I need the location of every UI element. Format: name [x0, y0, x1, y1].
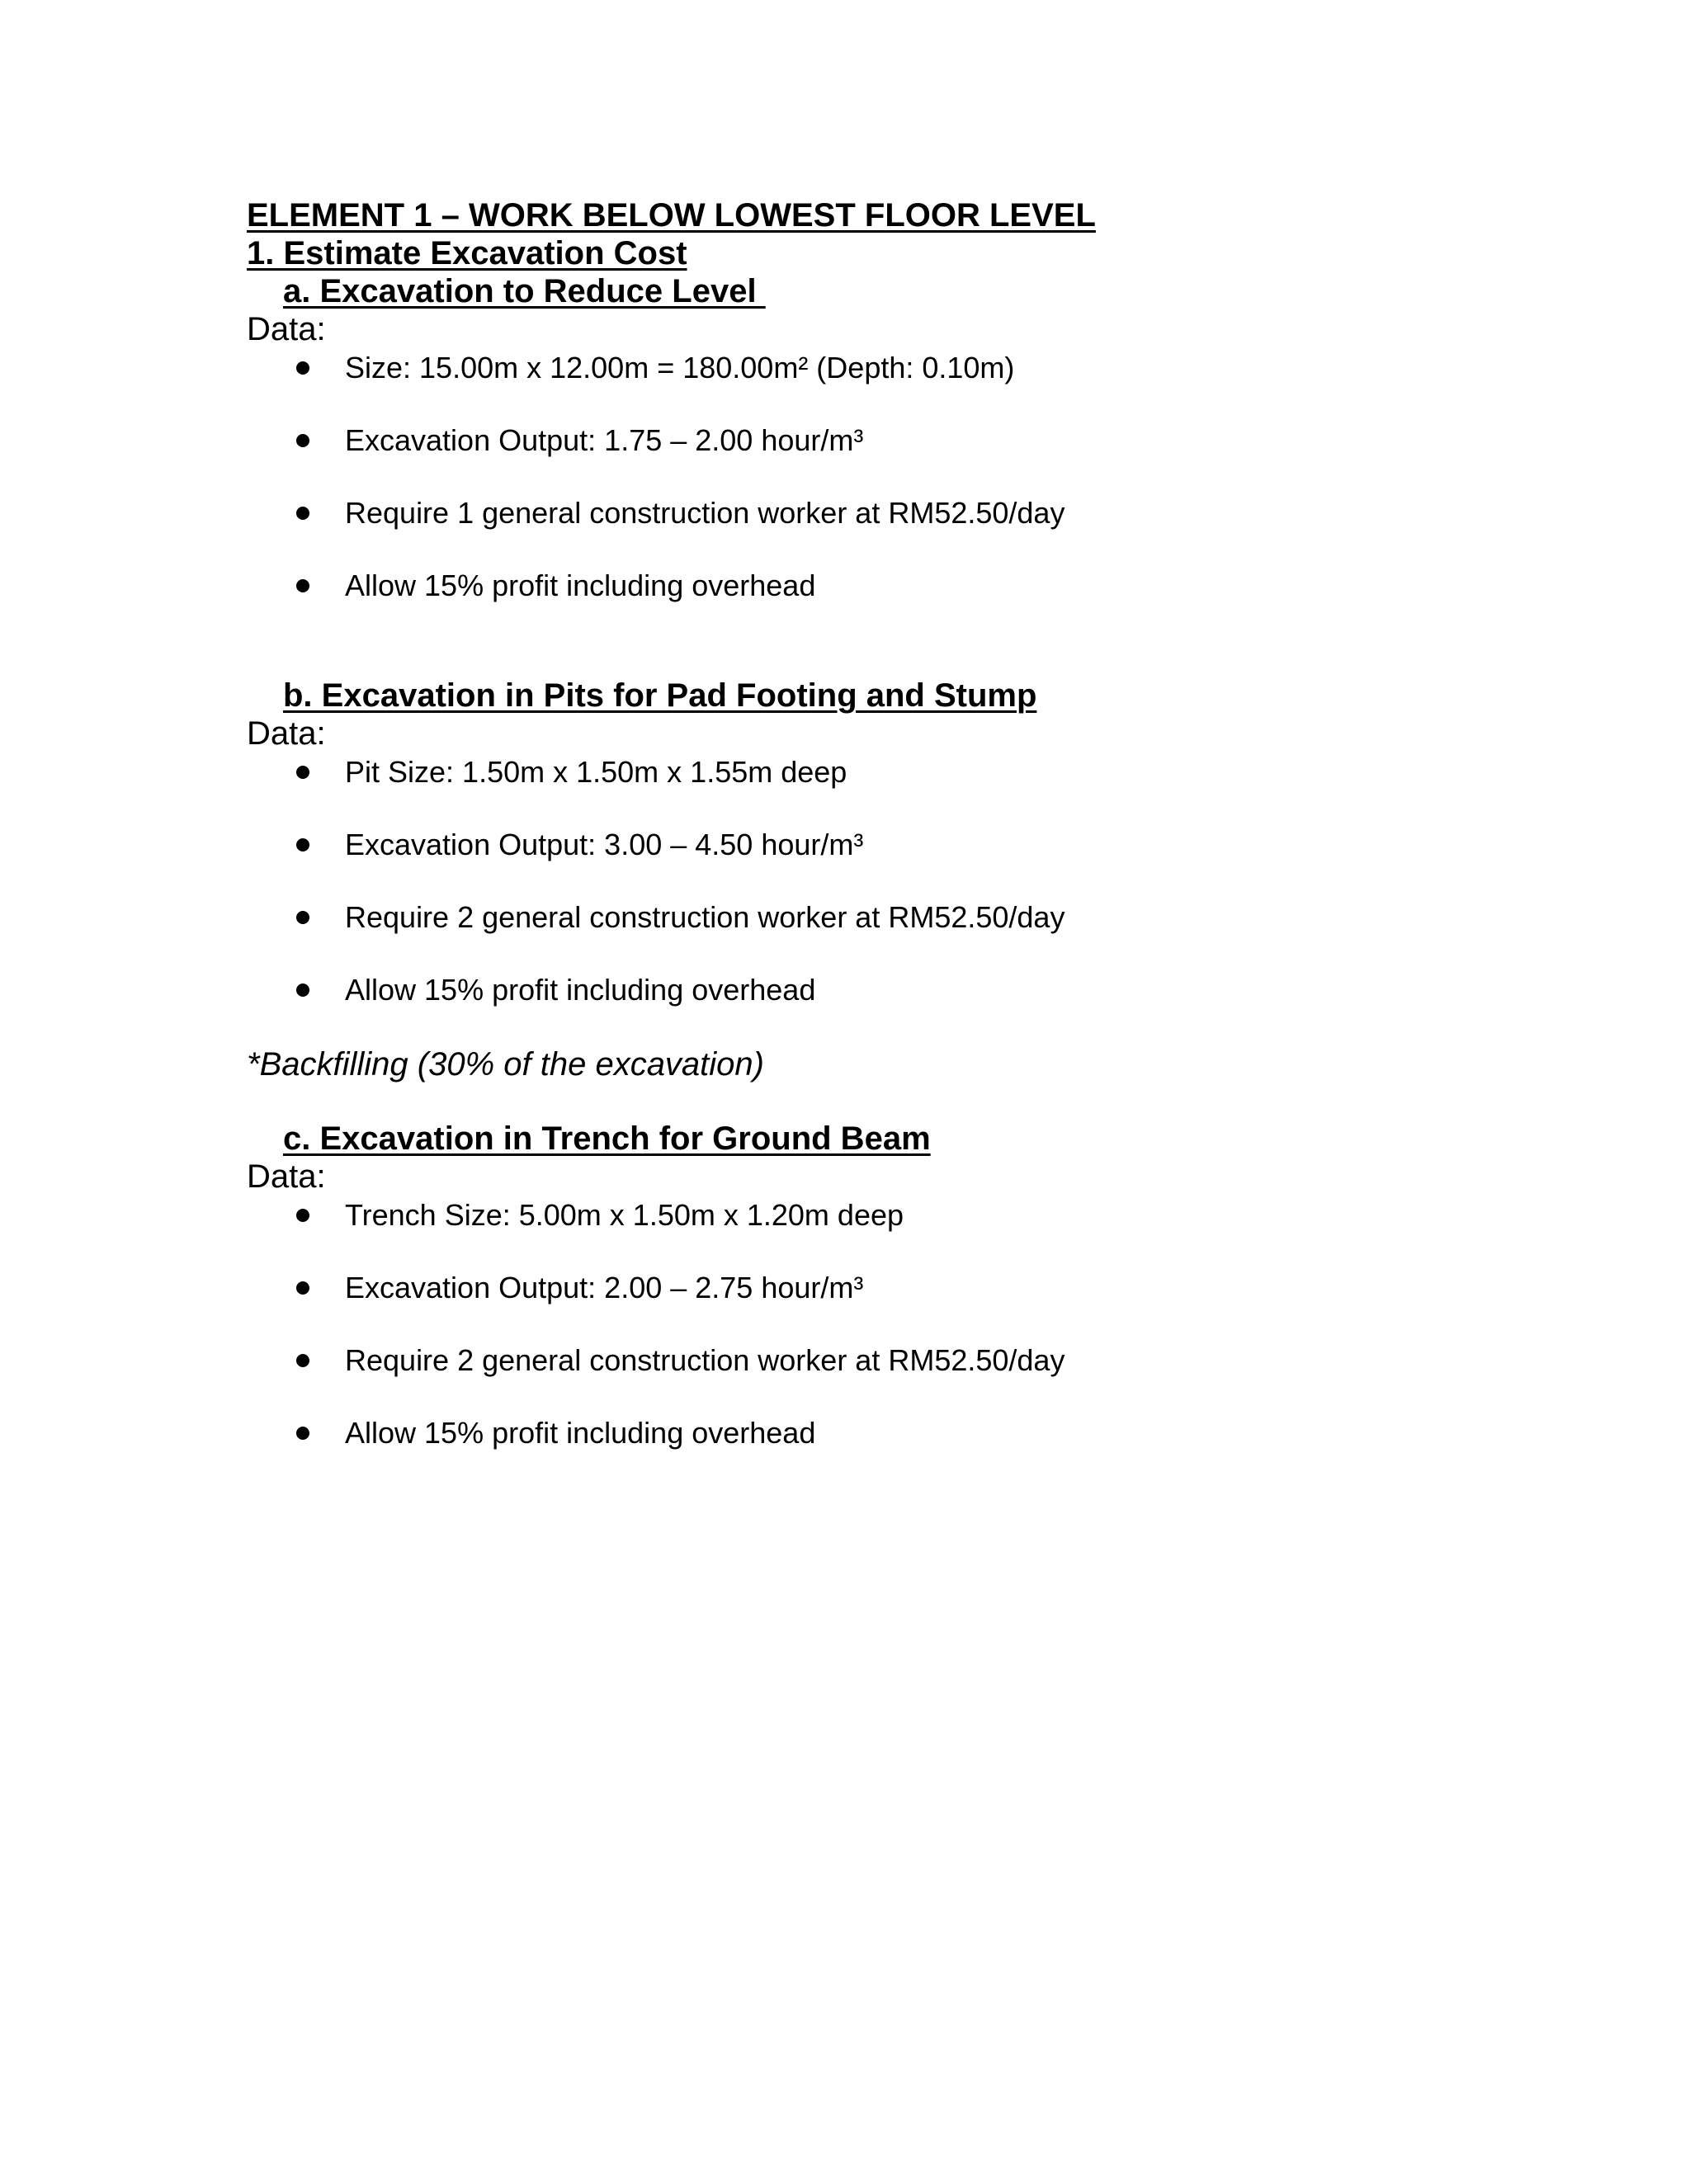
subsection-title-c: c. Excavation in Trench for Ground Beam	[283, 1120, 931, 1157]
bullet-dot	[296, 1354, 309, 1367]
list-item: Excavation Output: 2.00 – 2.75 hour/m³	[345, 1271, 864, 1304]
bullet-dot	[296, 507, 309, 520]
data-label: Data:	[247, 715, 326, 752]
bullet-dot	[296, 361, 309, 375]
list-item: Require 2 general construction worker at RM52.50/day	[345, 1343, 1065, 1377]
bullet-dot	[296, 838, 309, 851]
list-item: Trench Size: 5.00m x 1.50m x 1.20m deep	[345, 1198, 904, 1232]
backfilling-note: *Backfilling (30% of the excavation)	[247, 1046, 764, 1083]
list-item: Require 2 general construction worker at RM52.50/day	[345, 900, 1065, 934]
list-item: Allow 15% profit including overhead	[345, 1416, 816, 1450]
list-item: Pit Size: 1.50m x 1.50m x 1.55m deep	[345, 755, 847, 789]
bullet-dot	[296, 579, 309, 592]
bullet-dot	[296, 434, 309, 447]
subsection-title-a: a. Excavation to Reduce Level	[283, 273, 766, 309]
bullet-dot	[296, 911, 309, 924]
list-item: Require 1 general construction worker at RM52.50/day	[345, 496, 1065, 530]
data-label: Data:	[247, 1158, 326, 1195]
section-heading: 1. Estimate Excavation Cost	[247, 235, 687, 271]
data-label: Data:	[247, 311, 326, 347]
bullet-dot	[296, 1281, 309, 1295]
list-item: Excavation Output: 1.75 – 2.00 hour/m³	[345, 423, 864, 457]
list-item: Size: 15.00m x 12.00m = 180.00m² (Depth: 0.10m)	[345, 351, 1015, 384]
list-item: Allow 15% profit including overhead	[345, 568, 816, 602]
bullet-dot	[296, 1209, 309, 1222]
bullet-dot	[296, 766, 309, 779]
bullet-dot	[296, 984, 309, 997]
list-item: Excavation Output: 3.00 – 4.50 hour/m³	[345, 828, 864, 861]
subsection-title-b: b. Excavation in Pits for Pad Footing and Stump	[283, 677, 1037, 714]
element-heading: ELEMENT 1 – WORK BELOW LOWEST FLOOR LEVEL	[247, 197, 1096, 233]
list-item: Allow 15% profit including overhead	[345, 973, 816, 1007]
bullet-dot	[296, 1427, 309, 1440]
